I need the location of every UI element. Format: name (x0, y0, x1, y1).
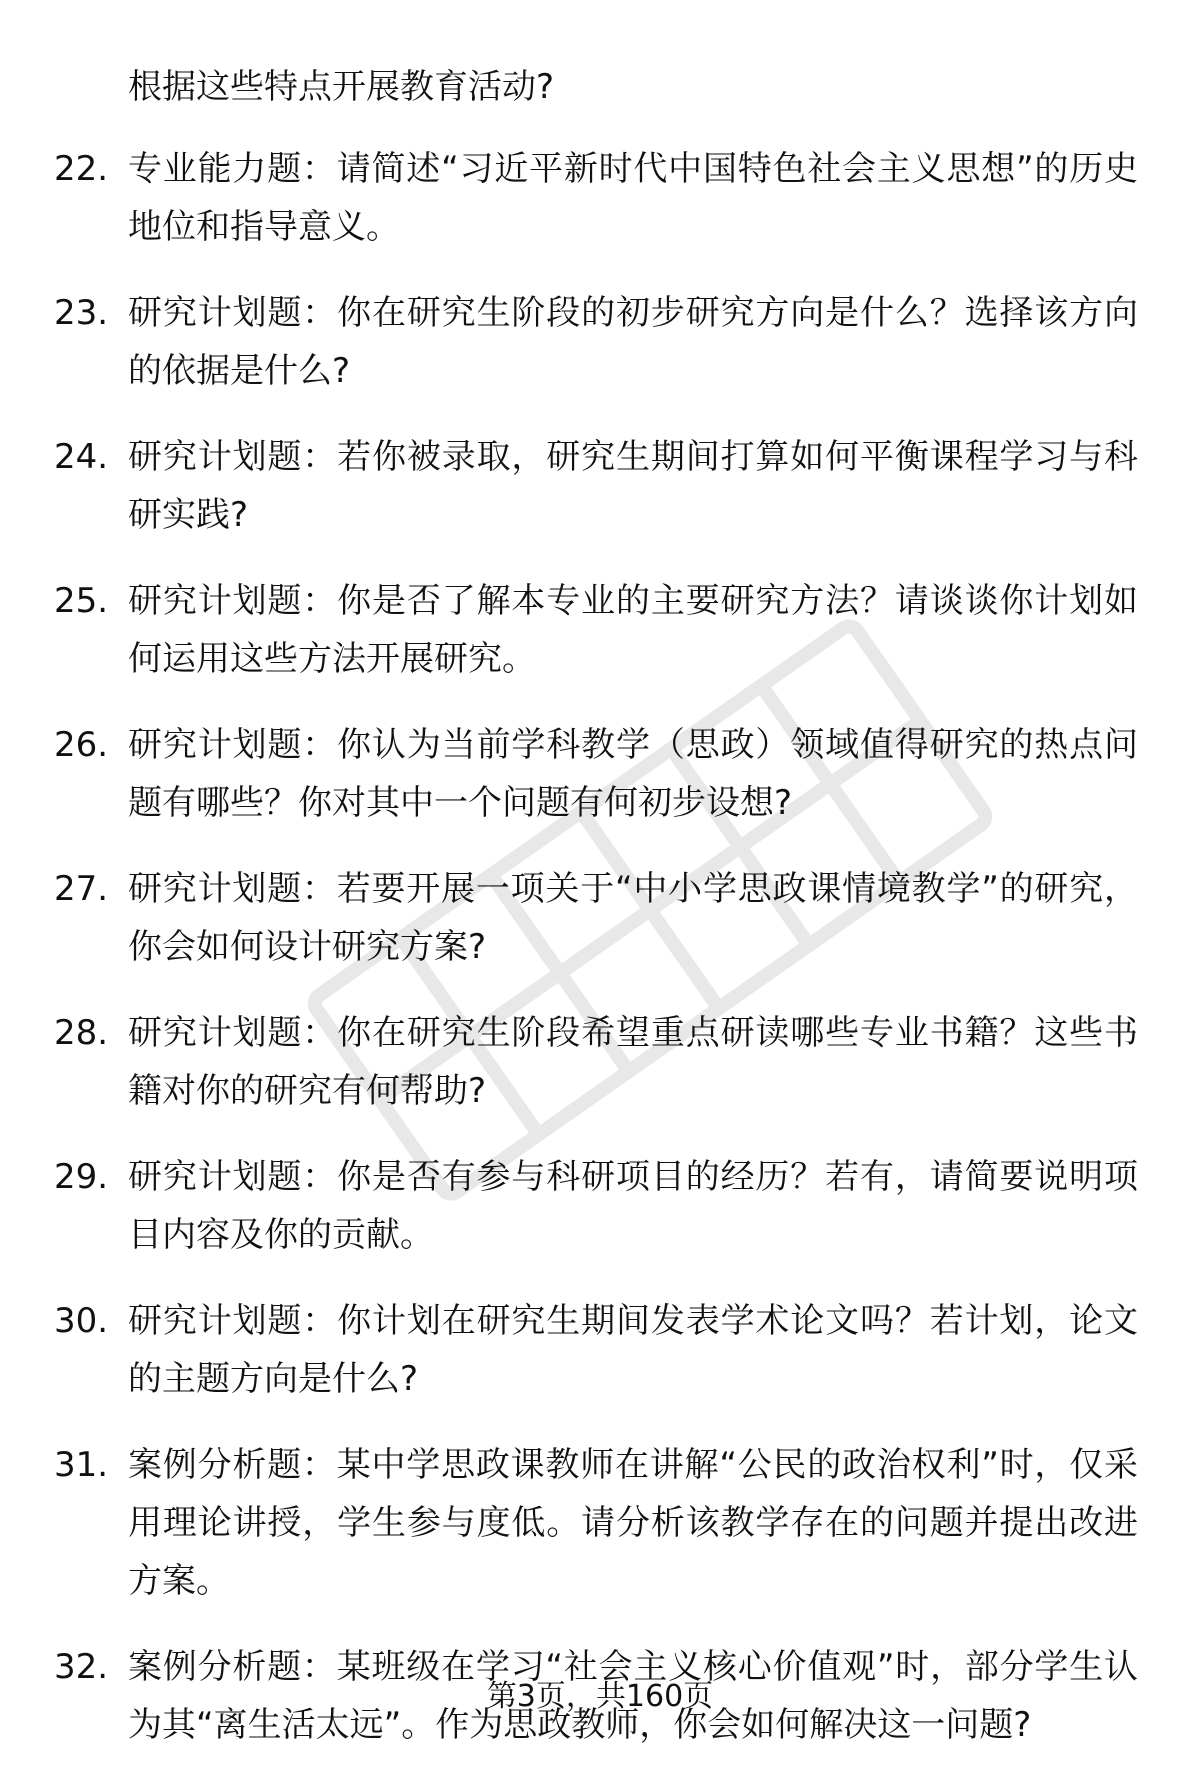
question-text: 专业能力题：请简述“习近平新时代中国特色社会主义思想”的历史地位和指导意义。 (128, 149, 1138, 247)
question-item (0, 860, 1200, 976)
question-list (0, 140, 1200, 1782)
question-number: 29. (54, 1157, 109, 1197)
question-text: 研究计划题：你在研究生阶段希望重点研读哪些专业书籍？这些书籍对你的研究有何帮助? (128, 1013, 1138, 1111)
question-number: 27. (54, 869, 109, 909)
question-number: 32. (54, 1647, 109, 1687)
question-number: 25. (54, 581, 109, 621)
question-item (0, 428, 1200, 544)
question-text: 研究计划题：你是否了解本专业的主要研究方法？请谈谈你计划如何运用这些方法开展研究。 (128, 581, 1138, 679)
question-item (0, 1004, 1200, 1120)
question-text: 研究计划题：你是否有参与科研项目的经历？若有，请简要说明项目内容及你的贡献。 (128, 1157, 1138, 1255)
question-item (0, 572, 1200, 688)
question-number: 30. (54, 1301, 109, 1341)
page-footer: 第3页，共160页 (486, 1679, 714, 1714)
question-item (0, 284, 1200, 400)
question-text: 案例分析题：某班级在学习“社会主义核心价值观”时，部分学生认为其“离生活太远”。作为思政教师，你会如何解决这一问题? (128, 1647, 1138, 1745)
question-text: 研究计划题：若要开展一项关于“中小学思政课情境教学”的研究，你会如何设计研究方案? (128, 869, 1138, 967)
question-text: 研究计划题：你计划在研究生期间发表学术论文吗？若计划，论文的主题方向是什么? (128, 1301, 1138, 1399)
question-number: 28. (54, 1013, 109, 1053)
question-text: 研究计划题：若你被录取，研究生期间打算如何平衡课程学习与科研实践? (128, 437, 1138, 535)
question-item (0, 140, 1200, 256)
question-number: 22. (54, 149, 109, 189)
question-item (0, 1436, 1200, 1610)
question-item (0, 716, 1200, 832)
question-number: 26. (54, 725, 109, 765)
question-number: 23. (54, 293, 109, 333)
continuation-text: 根据这些特点开展教育活动? (128, 67, 555, 107)
question-number: 24. (54, 437, 109, 477)
question-number: 31. (54, 1445, 109, 1485)
question-item (0, 1148, 1200, 1264)
question-text: 研究计划题：你在研究生阶段的初步研究方向是什么？选择该方向的依据是什么? (128, 293, 1138, 391)
question-text: 研究计划题：你认为当前学科教学（思政）领域值得研究的热点问题有哪些？你对其中一个问题有何初步设想? (128, 725, 1138, 823)
question-text: 案例分析题：某中学思政课教师在讲解“公民的政治权利”时，仅采用理论讲授，学生参与度低。请分析该教学存在的问题并提出改进方案。 (128, 1445, 1138, 1601)
question-item (0, 1292, 1200, 1408)
